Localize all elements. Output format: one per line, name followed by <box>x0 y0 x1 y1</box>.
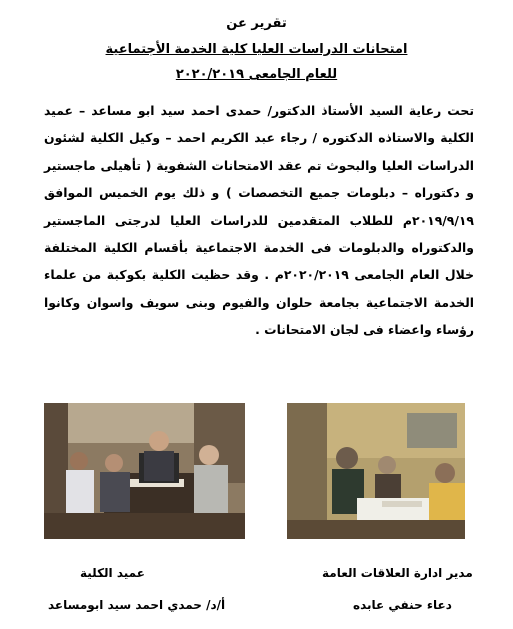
pr-manager-name: دعاء حنفي عابده <box>353 598 452 612</box>
report-body: تحت رعاية السيد الأستاذ الدكتور/ حمدى احمد سيد ابو مساعد – عميد الكلية والاستاذه الدكتوره / رجاء عبد الكريم احمد – وكيل الكلية لشئون الدراسات العليا والبحوث تم عقد الامتحانات الشفوية ( تأهيلى ماجستير و دكتوراه – دبلومات جميع التخصصات ) و ذلك يوم الخميس الموافق ٢٠١٩/٩/١٩م للطلاب المتقدمين للدراسات العليا لدرجتى الماجستير والدكتوراه والدبلومات فى الخدمة الاجتماعية بأقسام الكلية المختلفة خلال العام الجامعى ٢٠٢٠/٢٠١٩م . وقد حظيت الكلية بكوكبة من علماء الخدمة الاجتماعية بجامعة حلوان والفيوم وبنى سويف واسوان وكانوا رؤساء واعضاء فى لجان الامتحانات . <box>44 103 474 338</box>
dean-title: عميد الكلية <box>80 566 145 580</box>
academic-year: للعام الجامعى ٢٠٢٠/٢٠١٩ <box>175 67 338 82</box>
meeting-photo-left <box>44 403 245 539</box>
report-heading: تقرير عن <box>226 16 287 31</box>
meeting-photo-right-image <box>287 403 465 539</box>
meeting-photo-left-image <box>44 403 245 539</box>
meeting-photo-right <box>287 403 465 539</box>
pr-manager-title: مدير ادارة العلاقات العامة <box>322 566 473 580</box>
report-subject: امتحانات الدراسات العليا كلية الخدمة الأجتماعية <box>105 42 408 57</box>
dean-name: أ/د/ حمدي احمد سيد ابومساعد <box>48 598 226 612</box>
